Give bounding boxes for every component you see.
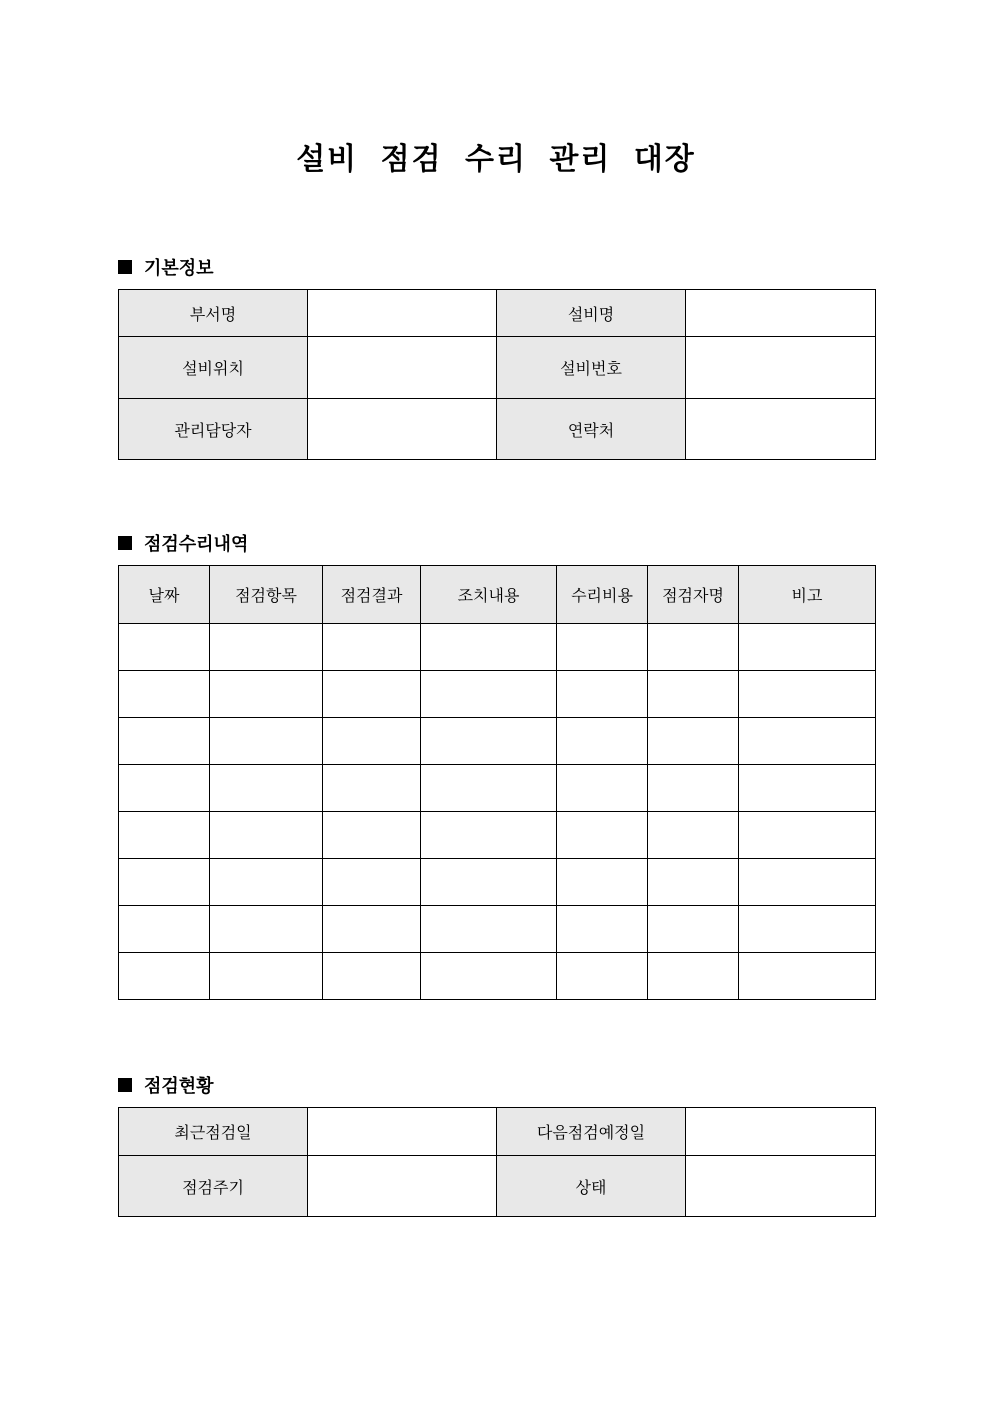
table-header-row — [119, 566, 876, 624]
cell-inspector-name[interactable] — [648, 718, 739, 765]
section-heading-label: 점검현황 — [144, 1076, 214, 1097]
cell-inspection-item[interactable] — [210, 624, 323, 671]
value-cell-manager[interactable] — [308, 399, 497, 460]
cell-inspector-name[interactable] — [648, 953, 739, 1000]
column-header-inspector-name: 점검자명 — [648, 566, 739, 624]
cell-repair-cost[interactable] — [557, 906, 648, 953]
column-header-action-taken: 조치내용 — [421, 566, 557, 624]
cell-remarks[interactable] — [739, 624, 876, 671]
cell-inspection-item[interactable] — [210, 671, 323, 718]
cell-inspection-item[interactable] — [210, 953, 323, 1000]
cell-action-taken[interactable] — [421, 765, 557, 812]
value-cell-contact[interactable] — [686, 399, 876, 460]
cell-date[interactable] — [119, 624, 210, 671]
cell-inspection-result[interactable] — [323, 671, 421, 718]
cell-inspection-result[interactable] — [323, 953, 421, 1000]
cell-action-taken[interactable] — [421, 953, 557, 1000]
cell-inspector-name[interactable] — [648, 624, 739, 671]
cell-repair-cost[interactable] — [557, 718, 648, 765]
table-row — [119, 906, 876, 953]
cell-date[interactable] — [119, 953, 210, 1000]
value-cell-status[interactable] — [686, 1156, 876, 1217]
cell-repair-cost[interactable] — [557, 859, 648, 906]
cell-inspection-result[interactable] — [323, 765, 421, 812]
table-row — [119, 337, 876, 399]
label-cell: 설비위치 — [119, 337, 308, 399]
cell-action-taken[interactable] — [421, 718, 557, 765]
history-table — [118, 565, 876, 1000]
column-header-repair-cost: 수리비용 — [557, 566, 648, 624]
cell-inspection-result[interactable] — [323, 624, 421, 671]
cell-repair-cost[interactable] — [557, 812, 648, 859]
column-header-date: 날짜 — [119, 566, 210, 624]
cell-remarks[interactable] — [739, 718, 876, 765]
table-row — [119, 765, 876, 812]
label-cell: 설비명 — [497, 290, 686, 337]
table-row — [119, 1108, 876, 1156]
cell-repair-cost[interactable] — [557, 953, 648, 1000]
section-heading-label: 기본정보 — [144, 258, 214, 279]
cell-action-taken[interactable] — [421, 624, 557, 671]
cell-inspection-item[interactable] — [210, 906, 323, 953]
section-heading-basic-info — [118, 254, 214, 280]
value-cell-inspection-cycle[interactable] — [308, 1156, 497, 1217]
cell-inspector-name[interactable] — [648, 906, 739, 953]
table-row — [119, 718, 876, 765]
cell-remarks[interactable] — [739, 953, 876, 1000]
square-bullet-icon — [118, 1078, 132, 1092]
cell-remarks[interactable] — [739, 906, 876, 953]
section-heading-status — [118, 1072, 214, 1098]
cell-inspector-name[interactable] — [648, 765, 739, 812]
table-row — [119, 624, 876, 671]
cell-date[interactable] — [119, 718, 210, 765]
value-cell-equipment-location[interactable] — [308, 337, 497, 399]
cell-remarks[interactable] — [739, 765, 876, 812]
table-row — [119, 953, 876, 1000]
cell-remarks[interactable] — [739, 671, 876, 718]
cell-action-taken[interactable] — [421, 906, 557, 953]
cell-date[interactable] — [119, 812, 210, 859]
cell-date[interactable] — [119, 859, 210, 906]
value-cell-equipment-number[interactable] — [686, 337, 876, 399]
table-row — [119, 859, 876, 906]
cell-inspection-result[interactable] — [323, 812, 421, 859]
column-header-inspection-item: 점검항목 — [210, 566, 323, 624]
cell-remarks[interactable] — [739, 859, 876, 906]
label-cell: 설비번호 — [497, 337, 686, 399]
cell-repair-cost[interactable] — [557, 671, 648, 718]
label-cell: 연락처 — [497, 399, 686, 460]
column-header-remarks: 비고 — [739, 566, 876, 624]
square-bullet-icon — [118, 536, 132, 550]
label-cell: 최근점검일 — [119, 1108, 308, 1156]
table-row — [119, 1156, 876, 1217]
cell-inspection-result[interactable] — [323, 718, 421, 765]
column-header-inspection-result: 점검결과 — [323, 566, 421, 624]
cell-inspection-item[interactable] — [210, 812, 323, 859]
cell-remarks[interactable] — [739, 812, 876, 859]
value-cell-next-inspection-date[interactable] — [686, 1108, 876, 1156]
status-table — [118, 1107, 876, 1217]
basic-info-table — [118, 289, 876, 460]
label-cell: 상태 — [497, 1156, 686, 1217]
table-row — [119, 812, 876, 859]
cell-action-taken[interactable] — [421, 671, 557, 718]
label-cell: 부서명 — [119, 290, 308, 337]
cell-inspector-name[interactable] — [648, 859, 739, 906]
page-title: 설비 점검 수리 관리 대장 — [296, 142, 696, 177]
cell-repair-cost[interactable] — [557, 624, 648, 671]
table-row — [119, 290, 876, 337]
cell-inspection-result[interactable] — [323, 906, 421, 953]
cell-date[interactable] — [119, 765, 210, 812]
cell-inspection-result[interactable] — [323, 859, 421, 906]
cell-action-taken[interactable] — [421, 812, 557, 859]
cell-date[interactable] — [119, 906, 210, 953]
cell-inspector-name[interactable] — [648, 671, 739, 718]
cell-date[interactable] — [119, 671, 210, 718]
value-cell-equipment-name[interactable] — [686, 290, 876, 337]
cell-inspection-item[interactable] — [210, 718, 323, 765]
label-cell: 관리담당자 — [119, 399, 308, 460]
cell-action-taken[interactable] — [421, 859, 557, 906]
table-row — [119, 671, 876, 718]
cell-inspector-name[interactable] — [648, 812, 739, 859]
cell-inspection-item[interactable] — [210, 765, 323, 812]
label-cell: 다음점검예정일 — [497, 1108, 686, 1156]
section-heading-history — [118, 530, 248, 556]
section-heading-label: 점검수리내역 — [144, 534, 249, 555]
label-cell: 점검주기 — [119, 1156, 308, 1217]
square-bullet-icon — [118, 260, 132, 274]
cell-inspection-item[interactable] — [210, 859, 323, 906]
value-cell-last-inspection-date[interactable] — [308, 1108, 497, 1156]
value-cell-department[interactable] — [308, 290, 497, 337]
table-row — [119, 399, 876, 460]
cell-repair-cost[interactable] — [557, 765, 648, 812]
